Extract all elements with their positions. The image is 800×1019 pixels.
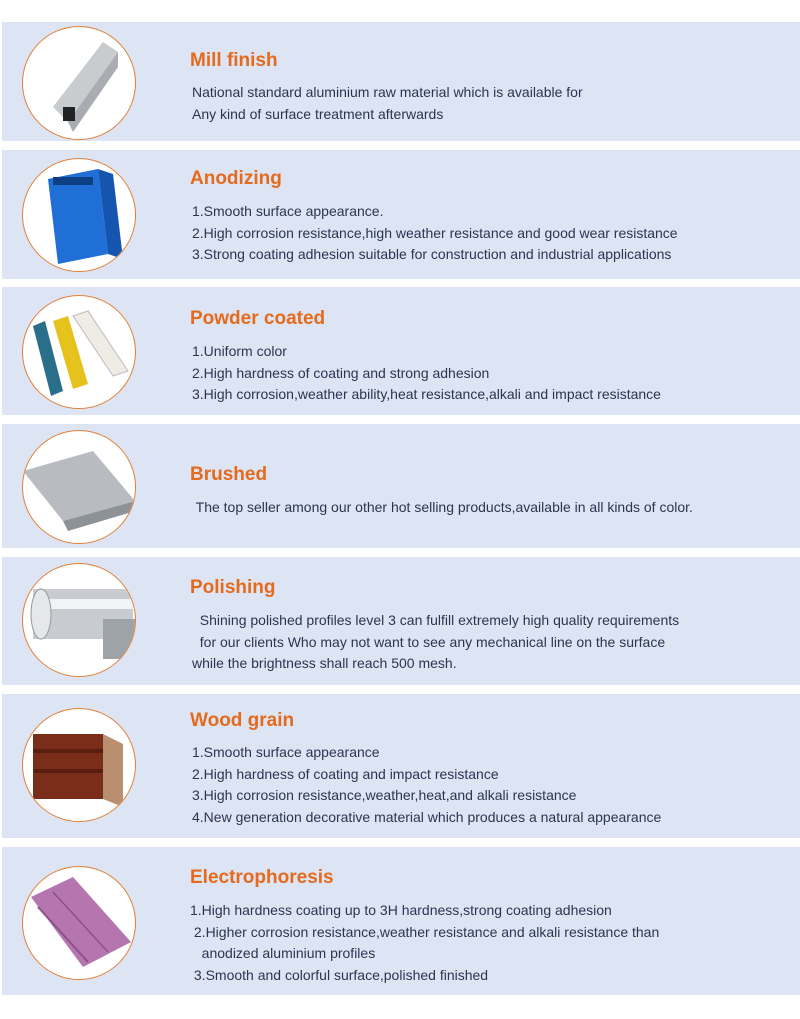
description-line: 1.Smooth surface appearance.	[192, 203, 384, 219]
finish-description	[192, 610, 679, 675]
description-line: 1.Uniform color	[192, 343, 287, 359]
description-line: for our clients Who may not want to see any mechanical line on the surface	[192, 633, 666, 650]
brushed-profile-image	[22, 430, 136, 544]
finish-panel-electrophoresis	[2, 847, 800, 995]
description-line: 3.Smooth and colorful surface,polished finished	[190, 966, 489, 983]
description-line: 3.Strong coating adhesion suitable for construction and industrial applications	[192, 246, 672, 262]
description-line: while the brightness shall reach 500 mesh.	[192, 655, 457, 671]
finish-title: Electrophoresis	[190, 867, 334, 888]
description-line: Shining polished profiles level 3 can fulfill extremely high quality requirements	[192, 612, 680, 628]
finish-title: Wood grain	[190, 710, 295, 731]
finish-description	[192, 341, 661, 406]
description-line: Any kind of surface treatment afterwards	[192, 105, 444, 122]
description-line: National standard aluminium raw material which is available for	[192, 84, 583, 100]
finish-description	[192, 201, 678, 266]
finish-description	[192, 82, 583, 125]
description-line: The top seller among our other hot selling products,available in all kinds of color.	[192, 499, 693, 515]
description-line: 1.High hardness coating up to 3H hardness,strong coating adhesion	[190, 902, 612, 918]
finish-title: Powder coated	[190, 308, 326, 329]
finish-description	[192, 742, 661, 828]
finish-panel-mill-finish	[2, 22, 800, 141]
description-line: anodized aluminium profiles	[190, 945, 376, 961]
finish-panel-polishing	[2, 557, 800, 685]
finish-title: Brushed	[190, 464, 268, 485]
finish-description	[192, 497, 693, 519]
description-line: 1.Smooth surface appearance	[192, 744, 380, 760]
description-line: 3.High corrosion resistance,weather,heat,and alkali resistance	[192, 787, 577, 803]
description-line: 2.Higher corrosion resistance,weather resistance and alkali resistance than	[190, 923, 660, 940]
description-line: 3.High corrosion,weather ability,heat resistance,alkali and impact resistance	[192, 386, 661, 402]
wood-grain-profile-image	[22, 708, 136, 822]
finish-panel-anodizing	[2, 150, 800, 279]
description-line: 2.High hardness of coating and strong adhesion	[192, 364, 490, 381]
finish-panel-wood-grain	[2, 694, 800, 838]
mill-finish-profile-image	[22, 26, 136, 140]
finish-title: Polishing	[190, 577, 276, 598]
description-line: 2.High corrosion resistance,high weather resistance and good wear resistance	[192, 224, 678, 241]
finish-title: Mill finish	[190, 50, 278, 71]
description-line: 4.New generation decorative material which produces a natural appearance	[192, 808, 662, 825]
powder-coated-profile-image	[22, 295, 136, 409]
finish-panel-powder-coated	[2, 287, 800, 415]
finish-panel-brushed	[2, 424, 800, 548]
anodizing-profile-image	[22, 158, 136, 272]
description-line: 2.High hardness of coating and impact resistance	[192, 765, 499, 782]
electrophoresis-profile-image	[22, 866, 136, 980]
finish-title: Anodizing	[190, 168, 282, 189]
finish-description	[190, 900, 659, 986]
polishing-profile-image	[22, 563, 136, 677]
